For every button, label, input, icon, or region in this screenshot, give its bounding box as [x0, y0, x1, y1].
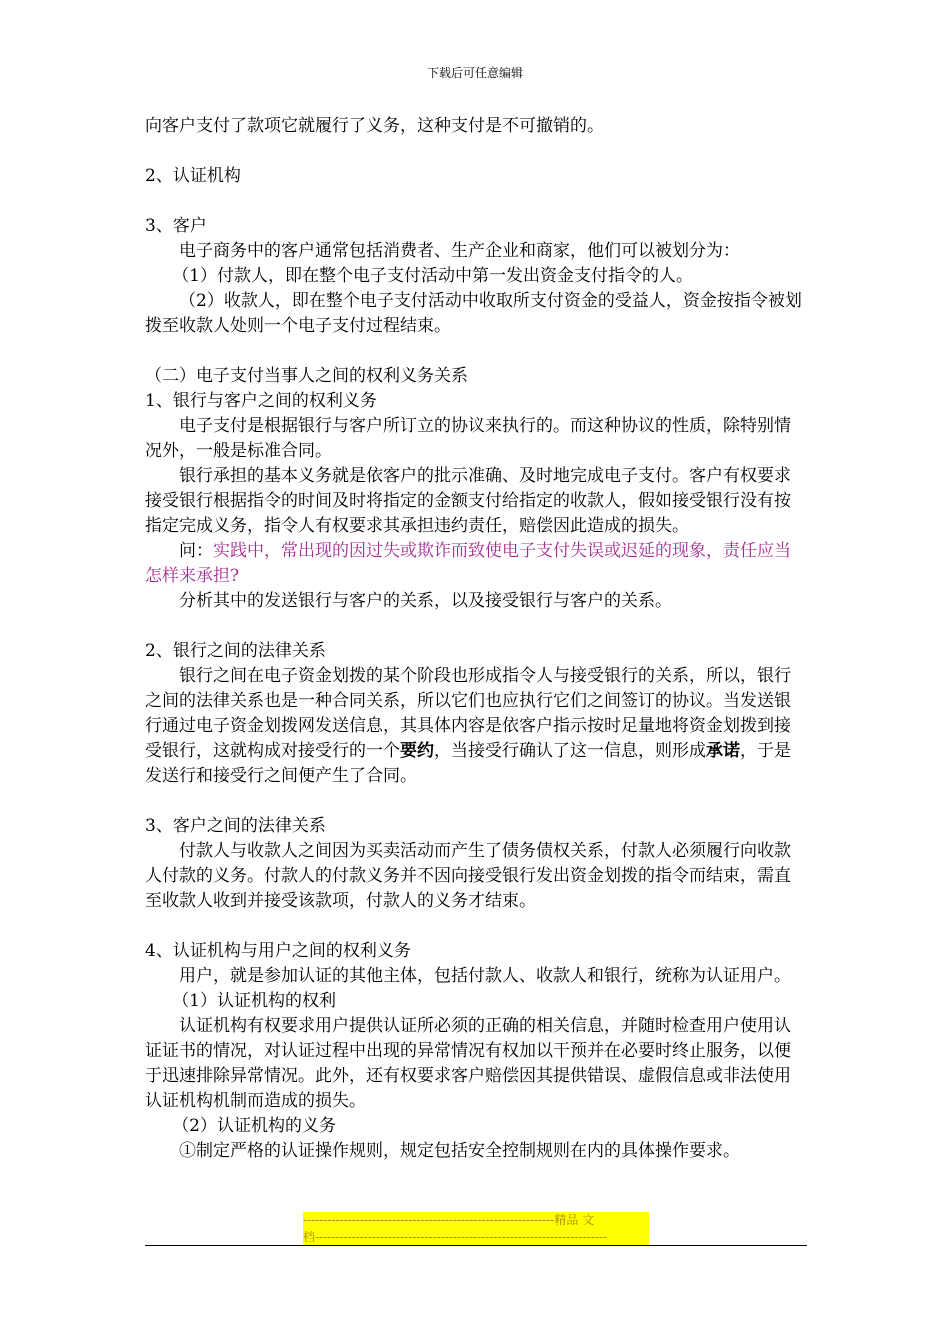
- paragraph: [145, 664, 807, 789]
- section-heading: 3、客户之间的法律关系: [145, 816, 326, 836]
- paragraph: 向客户支付了款项它就履行了义务，这种支付是不可撤销的。: [145, 116, 604, 136]
- document-body: [145, 114, 807, 1164]
- sub-heading: （2）认证机构的义务: [172, 1116, 337, 1136]
- paragraph: 电子商务中的客户通常包括消费者、生产企业和商家，他们可以被划分为：: [179, 241, 740, 261]
- paragraph-text: ，当接受行确认了这一信息，则形成: [434, 741, 706, 761]
- sub-heading: （1）认证机构的权利: [172, 991, 337, 1011]
- question-label: 问：: [179, 541, 213, 561]
- list-item: （2）收款人，即在整个电子支付活动中收取所支付资金的受益人，资金按指令被划拨至收款人处则一个电子支付过程结束。: [145, 291, 802, 336]
- section-title: （二）电子支付当事人之间的权利义务关系: [145, 366, 468, 386]
- footer-divider: [145, 1245, 807, 1246]
- paragraph: 银行承担的基本义务就是依客户的批示准确、及时地完成电子支付。客户有权要求接受银行根据指令的时间及时将指定的金额支付给指定的收款人，假如接受银行没有按指定完成义务，指令人有权要求其承担违约责任，赔偿因此造成的损失。: [145, 466, 791, 536]
- question-text: 实践中，常出现的因过失或欺诈而致使电子支付失误或迟延的现象，责任应当怎样来承担?: [145, 541, 791, 586]
- paragraph: 用户，就是参加认证的其他主体，包括付款人、收款人和银行，统称为认证用户。: [179, 966, 791, 986]
- footer-watermark-line: --------------------------------------------------------------精品 文: [303, 1212, 649, 1229]
- footer-watermark: [303, 1212, 649, 1246]
- paragraph-text: 银行之间在电子资金划拨的某个阶段也形成指令人与接受银行的关系，所以，银行之间的法律关系也是一种合同关系，所以它们也应执行它们之间签订的协议。当发送银行通过电子资金划拨网发送信息，其具体内容是依客户指示按时足量地将资金划拨到接受银行，这就构成对接受行的一个: [145, 666, 791, 761]
- keyword-offer: 要约: [400, 741, 434, 761]
- section-heading: 3、客户: [145, 216, 207, 236]
- section-heading: 2、认证机构: [145, 166, 241, 186]
- list-item: ①制定严格的认证操作规则，规定包括安全控制规则在内的具体操作要求。: [179, 1141, 740, 1161]
- footer-watermark-line: 档------------------------------------------------------------------------: [303, 1229, 649, 1246]
- page-header: 下载后可任意编辑: [426, 66, 523, 80]
- paragraph: 付款人与收款人之间因为买卖活动而产生了债务债权关系，付款人必须履行向收款人付款的义务。付款人的付款义务并不因向接受银行发出资金划拨的指令而结束，需直至收款人收到并接受该款项，付款人的义务才结束。: [145, 841, 791, 911]
- paragraph: 分析其中的发送银行与客户的关系，以及接受银行与客户的关系。: [179, 591, 672, 611]
- section-heading: 2、银行之间的法律关系: [145, 641, 326, 661]
- list-item: （1）付款人，即在整个电子支付活动中第一发出资金支付指令的人。: [172, 266, 694, 286]
- paragraph-text: ，于是发送行和接受行之间便产生了合同。: [145, 741, 791, 786]
- section-heading: 4、认证机构与用户之间的权利义务: [145, 941, 411, 961]
- section-heading: 1、银行与客户之间的权利义务: [145, 391, 377, 411]
- keyword-acceptance: 承诺: [706, 741, 740, 761]
- paragraph: 电子支付是根据银行与客户所订立的协议来执行的。而这种协议的性质，除特别情况外，一般是标准合同。: [145, 416, 791, 461]
- paragraph: 认证机构有权要求用户提供认证所必须的正确的相关信息，并随时检查用户使用认证证书的情况，对认证过程中出现的异常情况有权加以干预并在必要时终止服务，以便于迅速排除异常情况。此外，还有权要求客户赔偿因其提供错误、虚假信息或非法使用认证机构机制而造成的损失。: [145, 1016, 791, 1111]
- question-paragraph: [145, 539, 807, 589]
